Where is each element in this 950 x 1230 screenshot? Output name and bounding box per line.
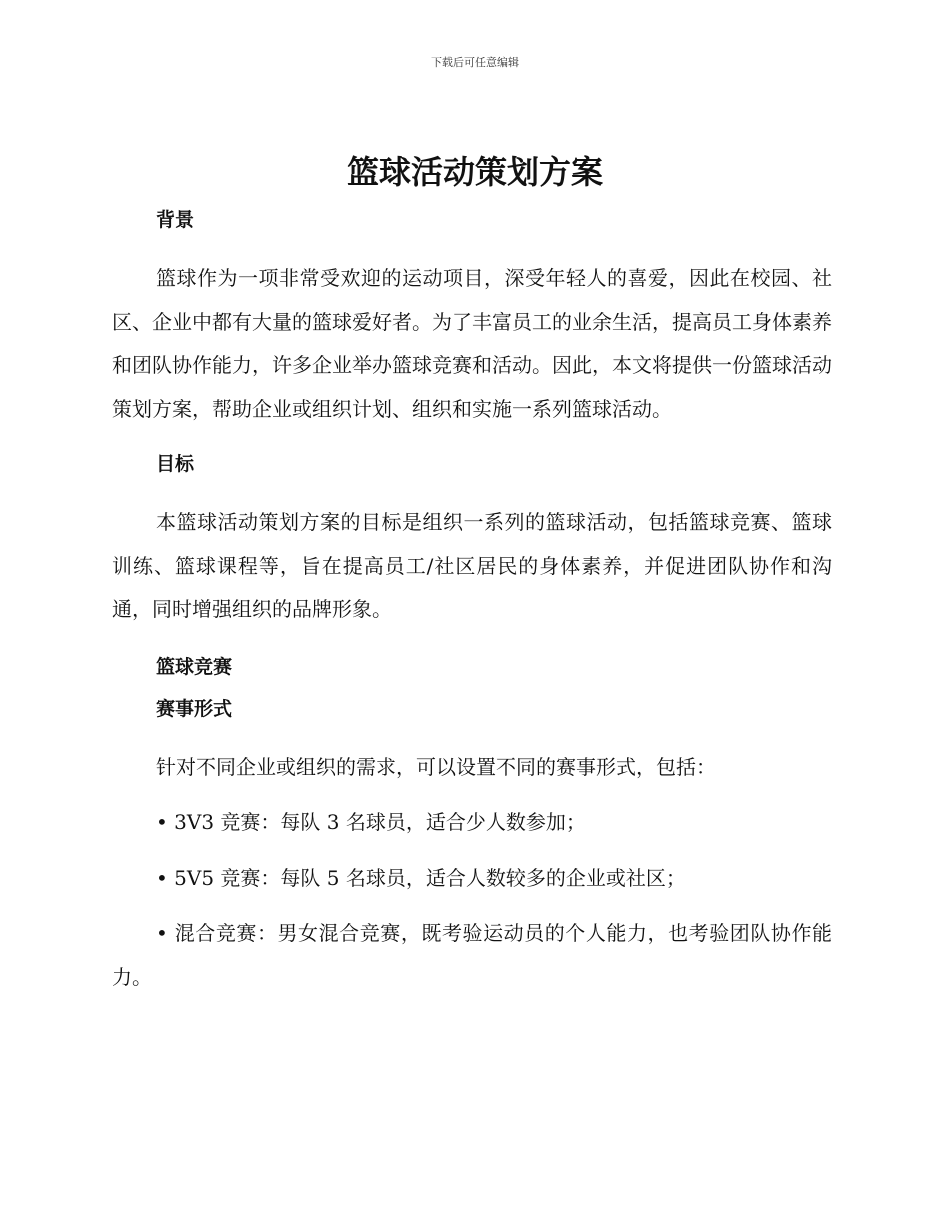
paragraph-goal: 本篮球活动策划方案的目标是组织一系列的篮球活动，包括篮球竞赛、篮球训练、篮球课程等，旨在提高员工/社区居民的身体素养，并促进团队协作和沟通，同时增强组织的品牌形象。	[112, 510, 832, 621]
section-heading-background: 背景	[156, 209, 195, 231]
document-title: 篮球活动策划方案	[346, 153, 603, 191]
document-body	[112, 200, 832, 999]
section-format	[112, 694, 832, 1000]
section-goal	[112, 449, 832, 632]
section-background	[112, 205, 832, 431]
page-header-note: 下载后可任意编辑	[431, 56, 519, 69]
list-item-5v5: • 5V5 竞赛：每队 5 名球员，适合人数较多的企业或社区；	[156, 865, 686, 890]
section-heading-competition: 篮球竞赛	[156, 655, 233, 678]
paragraph-background: 篮球作为一项非常受欢迎的运动项目，深受年轻人的喜爱，因此在校园、社区、企业中都有大量的篮球爱好者。为了丰富员工的业余生活，提高员工身体素养和团队协作能力，许多企业举办篮球竞赛和活动。因此，本文将提供一份篮球活动策划方案，帮助企业或组织计划、组织和实施一系列篮球活动。	[112, 266, 832, 421]
section-competition	[112, 652, 832, 682]
paragraph-format-intro: 针对不同企业或组织的需求，可以设置不同的赛事形式，包括：	[156, 754, 716, 779]
list-item-mixed: • 混合竞赛：男女混合竞赛，既考验运动员的个人能力，也考验团队协作能力。	[112, 921, 832, 989]
section-heading-goal: 目标	[156, 453, 195, 475]
list-item-3v3: • 3V3 竞赛：每队 3 名球员，适合少人数参加；	[156, 810, 586, 834]
section-heading-format: 赛事形式	[156, 697, 233, 720]
